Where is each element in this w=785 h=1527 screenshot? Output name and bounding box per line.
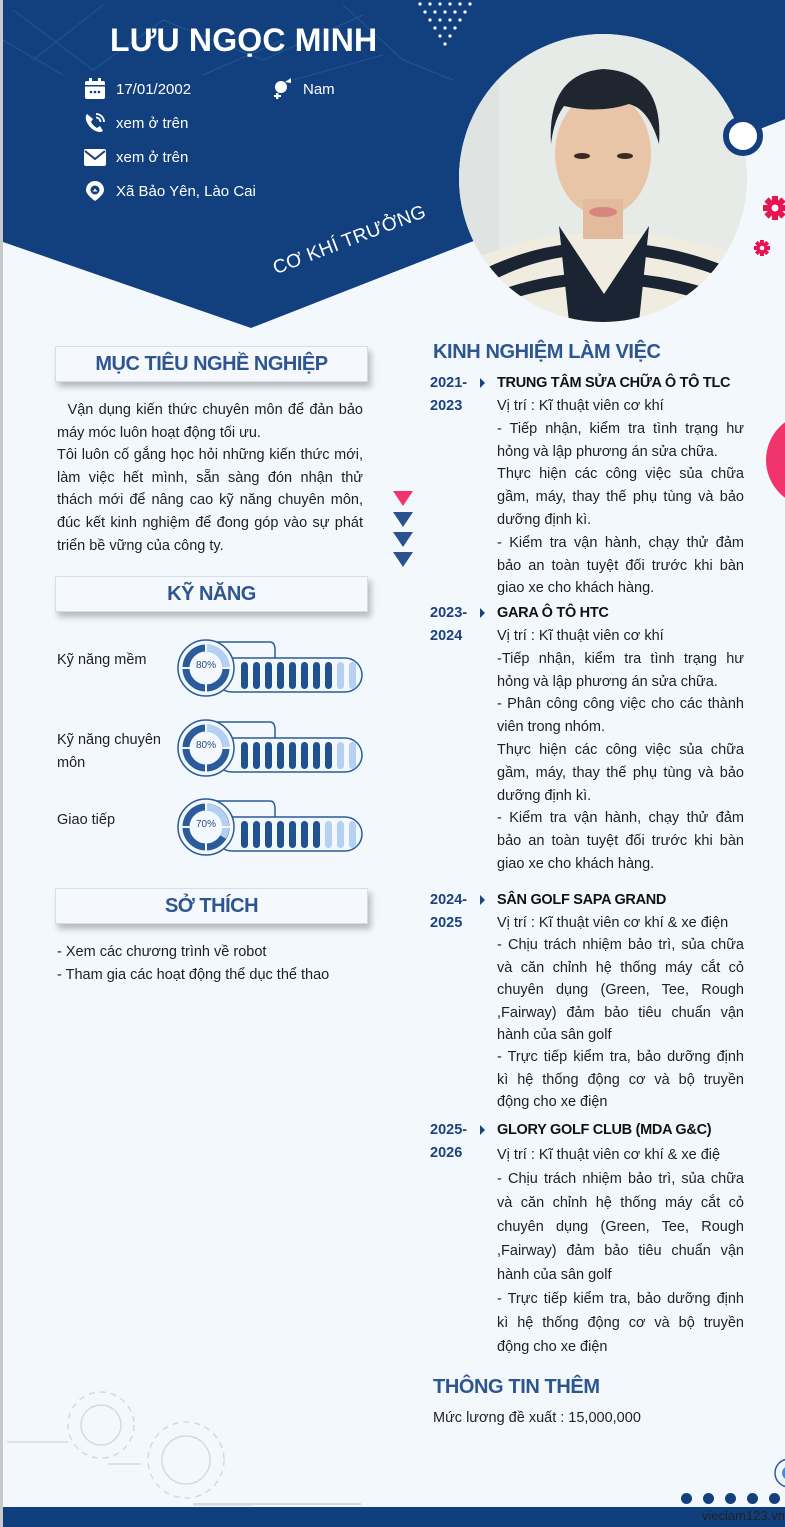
triangle-decoration [393,532,413,547]
gender-row [271,78,335,100]
dob-value: 17/01/2002 [116,80,192,98]
phone-value: xem ở trên [116,114,189,132]
exp-details [497,912,744,1114]
exp-year-start: 2025- [430,1122,468,1138]
decorative-arc [763,415,785,505]
objective-title: MỤC TIÊU NGHỀ NGHIỆP [95,352,328,375]
exp-company: SÂN GOLF SAPA GRAND [497,892,667,908]
exp-line: - Kiểm tra vận hành, chạy thử đảm bảo an toàn tuyệt đối trước khi bàn giao xe cho khách hàng. [497,810,744,872]
exp-line: Thực hiện các công việc sủa chữa gầm, máy, thay thế phụ tùng và bảo dưỡng định kì. [497,741,744,804]
envelope-icon [84,146,106,168]
phone-icon [84,112,106,134]
decorative-ring [723,116,763,156]
skill-label: Giao tiếp [57,812,116,828]
exp-company: GLORY GOLF CLUB (MDA G&C) [497,1122,712,1138]
exp-year-end: 2026 [430,1145,463,1161]
footer-brand: vieclam123.vn [701,1508,785,1523]
hobbies-title: SỞ THÍCH [164,894,259,917]
exp-line: - Tiếp nhận, kiểm tra tình trạng hư hỏng và lập phương án sửa chữa. [497,420,744,460]
caret-right-icon [480,378,485,388]
dob-row [84,78,191,100]
exp-line: - Trực tiếp kiểm tra, bảo dưỡng định kì hệ thống động cơ và bộ truyền động cho xe điện [497,1291,744,1355]
exp-year-start: 2023- [430,605,468,621]
triangle-decoration [393,552,413,567]
exp-year-start: 2021- [430,375,468,391]
exp-line: Vị trí : Kĩ thuật viên cơ khí & xe điệ [497,1147,721,1163]
exp-line: - Trực tiếp kiểm tra, bảo dưỡng định kì hệ thống động cơ và bộ truyền động cho xe điện [497,1049,744,1111]
objective-line: Tôi luôn cố gắng học hỏi những kiến thức mới, làm việc hết mình, sẵn sàng đón nhận thử thách mới để nâng cao kỹ năng chuyên môn, đúc kết kinh nghiệm để đong góp vào sự phát triển bề vững của công ty. [57,447,363,554]
gender-value: Nam [303,80,335,98]
address-value: Xã Bảo Yên, Lào Cai [116,182,256,200]
avatar [459,34,747,322]
triangle-decoration [393,491,413,506]
exp-year-start: 2024- [430,892,468,908]
gear-icon [754,196,785,256]
skill-gauge [175,718,365,778]
skill-gauge [175,638,365,698]
phone-row [84,112,188,134]
exp-line: Vị trí : Kĩ thuật viên cơ khí [497,398,664,414]
exp-year [430,372,470,418]
email-value: xem ở trên [116,148,189,166]
objective-section-header [55,346,368,382]
hobbies-section-header [55,888,368,924]
skill-label: Kỹ năng mềm [57,652,147,668]
hobby-item: - Tham gia các hoạt động thể dục thể thao [57,967,330,983]
skill-percent: 80% [196,660,217,671]
exp-details [497,625,744,876]
additional-info-title: THÔNG TIN THÊM [433,1376,600,1398]
exp-line: Vị trí : Kĩ thuật viên cơ khí [497,628,664,644]
exp-year-end: 2023 [430,398,463,414]
caret-right-icon [480,1125,485,1135]
exp-year [430,889,470,935]
caret-right-icon [480,895,485,905]
address-row [84,180,256,202]
exp-line: -Tiếp nhận, kiểm tra tình trạng hư hỏng và lập phương án sửa chữa. [497,650,744,690]
exp-year [430,1119,470,1165]
caret-right-icon [480,608,485,618]
job-title: CƠ KHÍ TRƯỞNG [270,201,430,280]
exp-details [497,1143,744,1359]
triangle-decoration [393,512,413,527]
exp-company: TRUNG TÂM SỬA CHỮA Ô TÔ TLC [497,375,731,391]
divider-line [193,1503,361,1505]
email-row [84,146,188,168]
experience-title: KINH NGHIỆM LÀM VIỆC [433,341,661,363]
location-pin-icon [84,180,106,202]
skill-percent: 70% [196,819,217,830]
skill-percent: 80% [196,740,217,751]
calendar-icon [84,78,106,100]
skills-section-header [55,576,368,612]
skill-gauge [175,797,365,857]
exp-details [497,395,744,600]
hobby-item: - Xem các chương trình về robot [57,944,267,960]
gender-icon [271,78,293,100]
candidate-name: LƯU NGỌC MINH [110,22,378,58]
exp-line: - Chịu trách nhiệm bảo trì, sủa chữa và căn chỉnh hệ thống máy cắt cỏ chuyên dụng (Green, Tee, Rough ,Fairway) đảm bảo tiêu chuẩn vận hành của sân golf [497,937,744,1044]
exp-line: - Kiểm tra vận hành, chạy thử đảm bảo an toàn tuyệt đối trước khi bàn giao xe cho khách hàng. [497,534,744,597]
exp-year [430,602,470,648]
lightbulb-gear-icon [771,1455,785,1495]
dots-decoration [681,1493,780,1504]
objective-line: Vận dụng kiến thức chuyên môn để đản bảo máy móc luôn hoạt động tối ưu. [57,402,368,441]
exp-year-end: 2024 [430,628,463,644]
footer-bar [3,1507,785,1527]
skill-label: Kỹ năng chuyên môn [57,732,161,771]
skills-title: KỸ NĂNG [167,582,256,605]
exp-year-end: 2025 [430,915,463,931]
objective-text [57,399,368,557]
exp-company: GARA Ô TÔ HTC [497,605,609,621]
gears-decoration [3,1385,253,1510]
exp-line: - Chịu trách nhiệm bảo trì, sủa chữa và căn chỉnh hệ thống máy cắt cỏ chuyên dụng (Green, Tee, Rough ,Fairway) đảm bảo tiêu chuẩn vận hành của sân golf [497,1171,744,1283]
exp-line: Vị trí : Kĩ thuật viên cơ khí & xe điện [497,915,729,931]
exp-line: - Phân công công việc cho các thành viên trong nhóm. [497,696,744,736]
salary-expectation: Mức lương đề xuất : 15,000,000 [433,1410,641,1426]
exp-line: Thực hiện các công việc sủa chữa gầm, máy, thay thế phụ tùng và bảo dưỡng định kì. [497,466,744,528]
